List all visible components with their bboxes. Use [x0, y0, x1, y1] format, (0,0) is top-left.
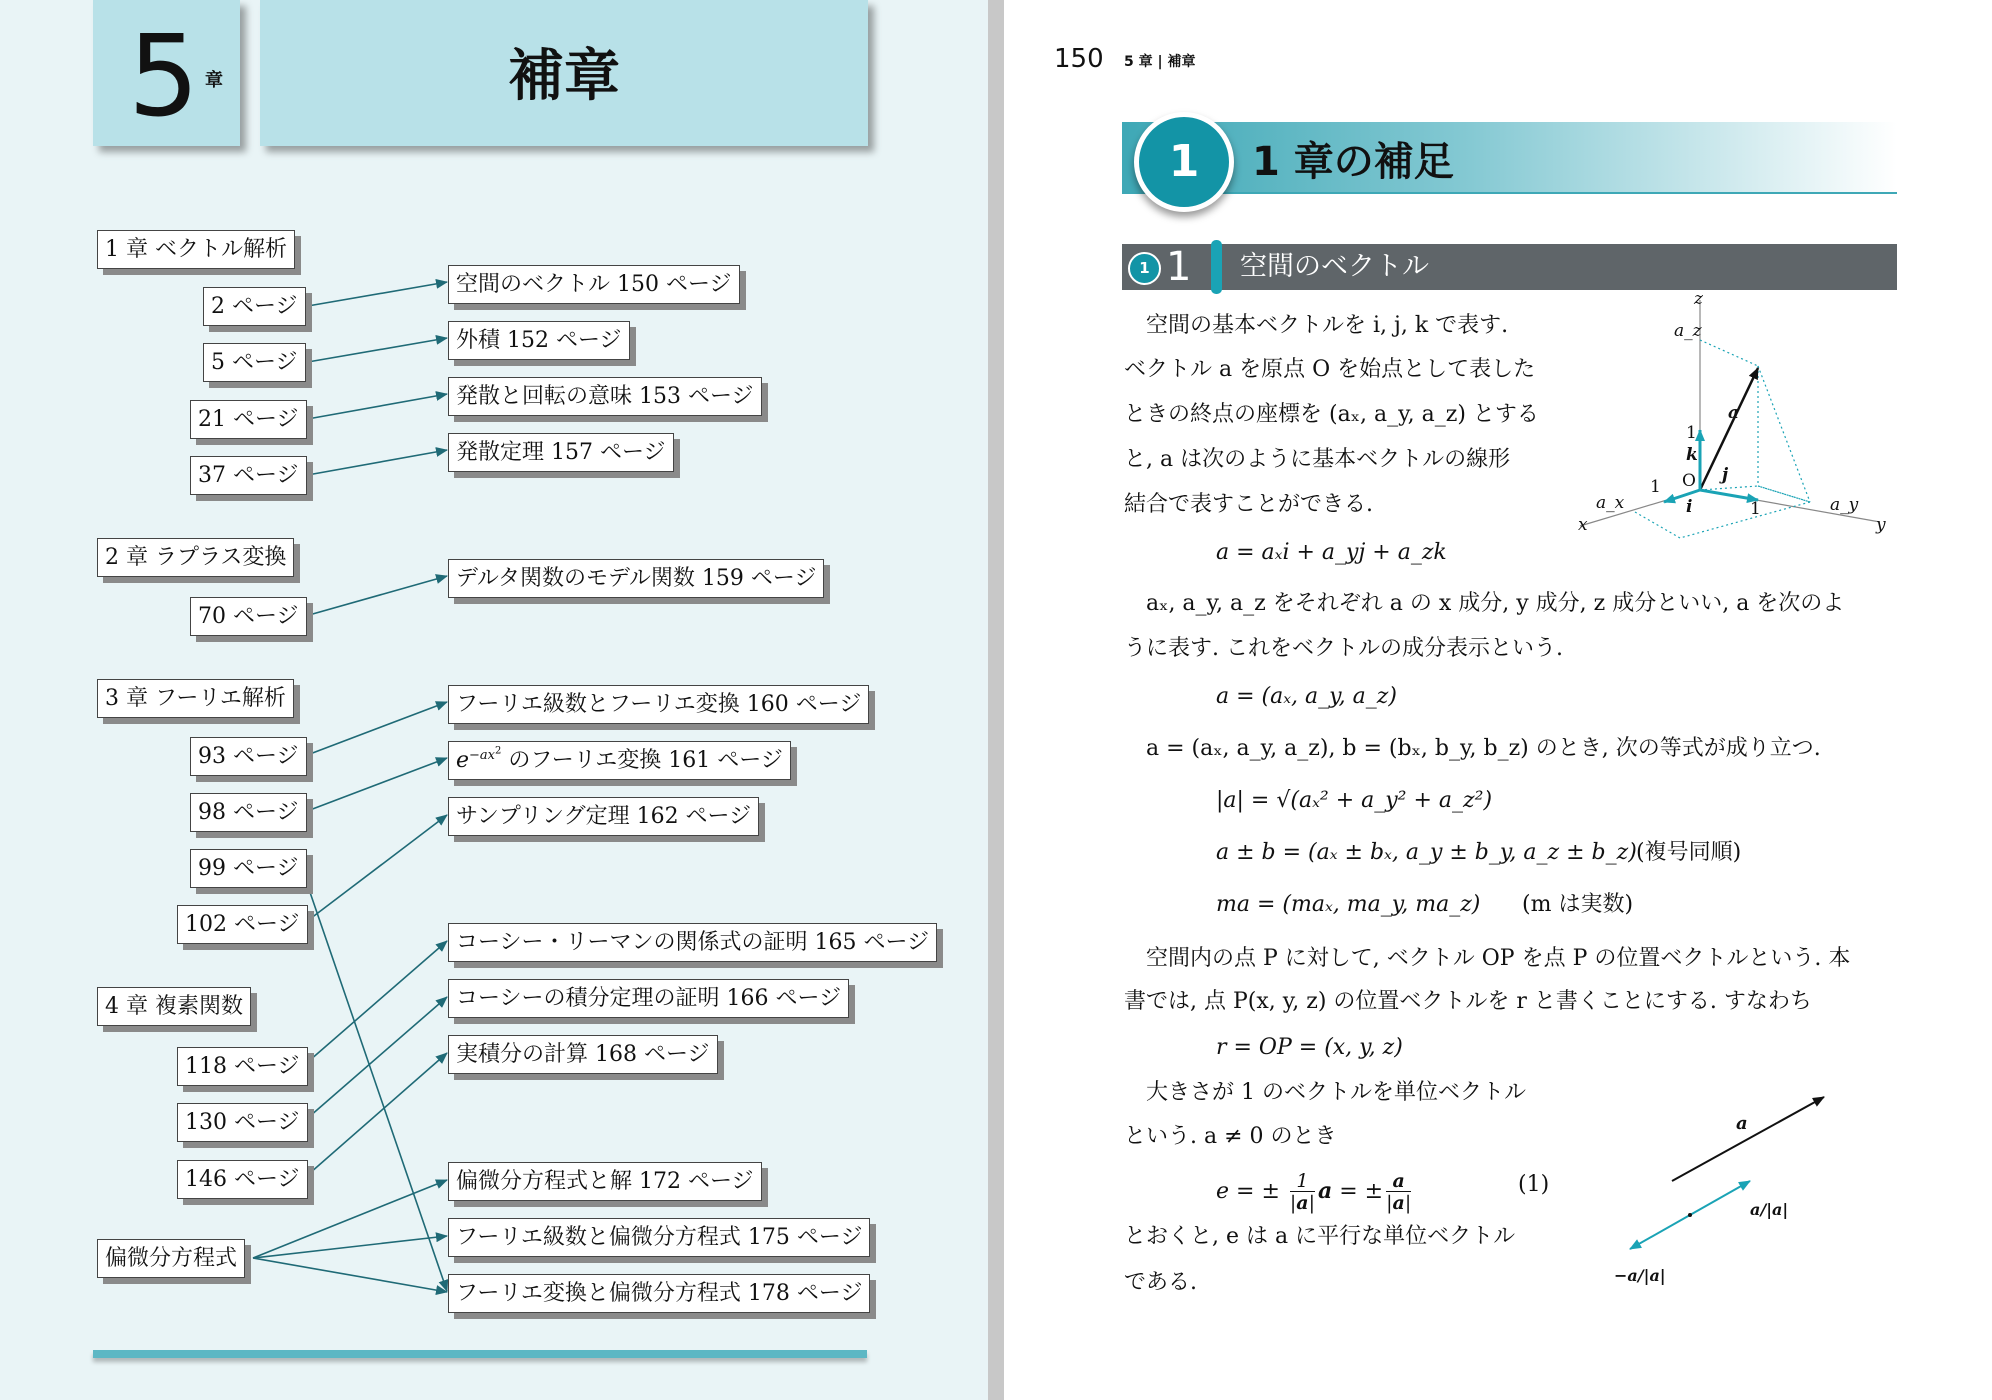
link-arrow [302, 450, 447, 476]
link-arrow [302, 815, 447, 925]
target-topic: 発散定理 157 ページ [448, 433, 674, 472]
equation: a = (aₓ, a_y, a_z) [1216, 684, 1397, 709]
source-page: 21 ページ [190, 400, 307, 439]
svg-text:a_y: a_y [1830, 495, 1859, 515]
target-topic: 外積 152 ページ [448, 321, 630, 360]
target-topic: 空間のベクトル 150 ページ [448, 265, 740, 304]
bottom-rule [93, 1350, 867, 1358]
body-line: aₓ, a_y, a_z をそれぞれ a の x 成分, y 成分, z 成分といい, a を次のよ [1146, 591, 1845, 616]
target-topic: コーシー・リーマンの関係式の証明 165 ページ [448, 923, 937, 962]
body-line: 大きさが 1 のベクトルを単位ベクトル [1146, 1080, 1526, 1105]
exp-power: −ax2 [469, 745, 502, 763]
group-chapter4: 4 章 複素関数 [97, 987, 251, 1026]
target-topic: 偏微分方程式と解 172 ページ [448, 1162, 762, 1201]
svg-text:a: a [1728, 403, 1740, 423]
svg-text:j: j [1722, 465, 1729, 485]
section-band [1122, 122, 1897, 194]
svg-text:a: a [1736, 1113, 1748, 1134]
chapter-title: 補章 [508, 44, 620, 109]
link-arrow [302, 394, 447, 420]
target-topic: フーリエ級数とフーリエ変換 160 ページ [448, 685, 869, 724]
equation-number: (1) [1518, 1172, 1550, 1197]
subsection-bar [1211, 240, 1222, 294]
body-line: ときの終点の座標を (aₓ, a_y, a_z) とする [1124, 402, 1539, 427]
svg-text:O: O [1682, 471, 1696, 491]
subsection-number: 1 [1166, 244, 1192, 290]
source-page: 118 ページ [177, 1047, 308, 1086]
body-line: とおくと, e は a に平行な単位ベクトル [1124, 1224, 1516, 1249]
svg-text:x: x [1578, 515, 1588, 535]
vector-3d-figure [1570, 290, 1890, 550]
target-topic: 実積分の計算 168 ページ [448, 1035, 718, 1074]
equation: a ± b = (aₓ ± bₓ, a_y ± b_y, a_z ± b_z) [1216, 840, 1637, 865]
source-page: 93 ページ [190, 737, 307, 776]
svg-text:−a/|a|: −a/|a| [1614, 1266, 1666, 1285]
svg-text:1: 1 [1650, 477, 1661, 497]
equation: e = ± 1 |a| a = ± $\frac{a}{|a|}$ [1216, 1170, 1412, 1214]
source-page: 70 ページ [190, 597, 307, 636]
svg-text:i: i [1686, 497, 1693, 517]
link-arrow [253, 1258, 447, 1292]
section-title: 1 章の補足 [1252, 139, 1454, 185]
target-topic-fourier [448, 741, 791, 780]
group-pde: 偏微分方程式 [97, 1239, 245, 1278]
svg-text:z: z [1694, 290, 1703, 309]
target-topic: 発散と回転の意味 153 ページ [448, 377, 762, 416]
svg-text:k: k [1686, 445, 1698, 465]
body-line: ベクトル a を原点 O を始点として表した [1124, 357, 1536, 382]
svg-text:1: 1 [1686, 423, 1697, 443]
body-line: 結合で表すことができる. [1124, 492, 1373, 517]
section-number: 1 [1134, 112, 1234, 212]
source-page: 5 ページ [203, 343, 306, 382]
target-topic: フーリエ級数と偏微分方程式 175 ページ [448, 1218, 870, 1257]
equation: r = OP = (x, y, z) [1216, 1035, 1403, 1060]
svg-text:a_x: a_x [1596, 493, 1625, 513]
link-arrow [302, 997, 447, 1123]
source-page: 146 ページ [177, 1160, 308, 1199]
body-line: である. [1124, 1270, 1197, 1295]
page-number: 150 [1054, 44, 1104, 74]
link-arrow [302, 1053, 447, 1180]
body-line: a = (aₓ, a_y, a_z), b = (bₓ, b_y, b_z) のとき, 次の等式が成り立つ. [1146, 736, 1821, 761]
source-page: 98 ページ [190, 793, 307, 832]
equation: ma = (maₓ, ma_y, ma_z) [1216, 892, 1481, 917]
body-line: 書では, 点 P(x, y, z) の位置ベクトルを r と書くことにする. すなわち [1124, 989, 1812, 1014]
right-page [1004, 0, 1992, 1400]
source-page: 2 ページ [203, 287, 306, 326]
target-topic: デルタ関数のモデル関数 159 ページ [448, 559, 824, 598]
target-topic: フーリエ変換と偏微分方程式 178 ページ [448, 1274, 870, 1313]
link-arrow [302, 869, 447, 1291]
body-line: (m は実数) [1522, 892, 1634, 917]
subsection-title: 空間のベクトル [1240, 251, 1429, 282]
group-chapter1: 1 章 ベクトル解析 [97, 230, 295, 269]
chapter-suffix: 章 [205, 70, 223, 91]
body-line: 空間の基本ベクトルを i, j, k で表す. [1146, 313, 1509, 338]
group-chapter2: 2 章 ラプラス変換 [97, 538, 294, 577]
svg-text:a_z: a_z [1674, 321, 1702, 341]
body-line: と, a は次のように基本ベクトルの線形 [1124, 447, 1511, 472]
subsection-circle: 1 [1128, 252, 1161, 285]
target-topic: コーシーの積分定理の証明 166 ページ [448, 979, 849, 1018]
chapter-number: 5 [128, 12, 200, 142]
unit-vector-figure [1600, 1085, 1840, 1305]
exp-base: e [456, 748, 470, 773]
target-topic: サンプリング定理 162 ページ [448, 797, 759, 836]
body-line: (複号同順) [1636, 840, 1742, 865]
body-line: うに表す. これをベクトルの成分表示という. [1124, 636, 1563, 661]
source-page: 37 ページ [190, 456, 307, 495]
source-page: 99 ページ [190, 849, 307, 888]
equation: |a| = √(aₓ² + a_y² + a_z²) [1216, 788, 1493, 813]
link-arrow [302, 576, 447, 617]
source-page: 130 ページ [177, 1103, 308, 1142]
link-arrow [302, 758, 447, 813]
link-arrow [302, 941, 447, 1067]
group-chapter3: 3 章 フーリエ解析 [97, 679, 294, 718]
subsection-band [1122, 244, 1897, 290]
running-head: 5 章 | 補章 [1124, 54, 1196, 70]
svg-text:a/|a|: a/|a| [1750, 1200, 1789, 1219]
svg-text:y: y [1876, 515, 1886, 535]
body-line: 空間内の点 P に対して, ベクトル OP を点 P の位置ベクトルという. 本 [1146, 946, 1851, 971]
svg-text:1: 1 [1750, 499, 1761, 519]
source-page: 102 ページ [177, 905, 308, 944]
body-line: という. a ≠ 0 のとき [1124, 1124, 1337, 1149]
link-arrow [302, 338, 447, 363]
link-arrow [302, 702, 447, 757]
target-topic-label: のフーリエ変換 161 ページ [508, 748, 783, 773]
equation: a = aₓi + a_yj + a_zk [1216, 540, 1447, 565]
link-arrow [302, 282, 447, 307]
